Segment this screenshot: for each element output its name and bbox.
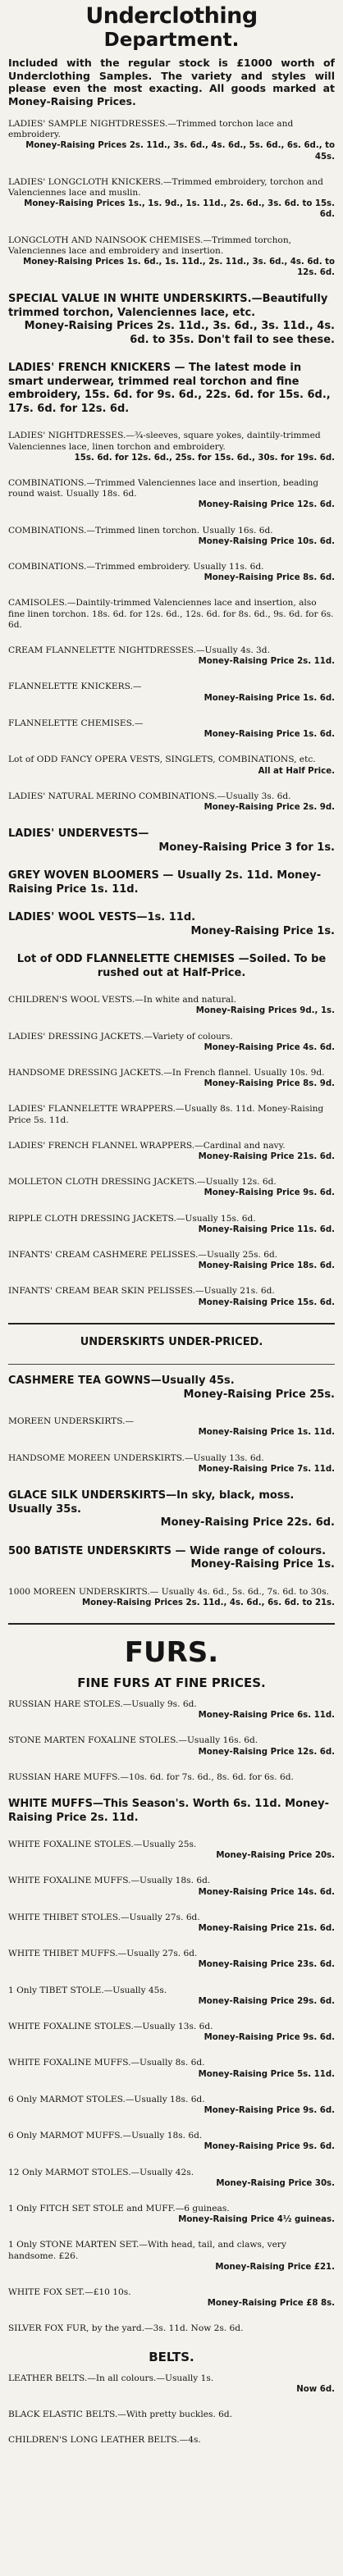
listing-text: HANDSOME MOREEN UNDERSKIRTS.—Usually 13s. 6d. [8,1452,264,1463]
listing-price: Money-Raising Price 29s. 6d. [198,1996,335,2006]
listing-price: Money-Raising Price 3 for 1s. [158,841,335,854]
listing-item [8,682,335,703]
listing-text: CAMISOLES.—Daintily-trimmed Valenciennes lace and insertion, also fine linen torchon. 18s. 6d. for 12s. 6d., 12s. 6d. for 8s. 6d., 9s. 6d. for 6s. 6d. [8,598,334,630]
section-divider [8,1623,335,1625]
listing-price: Money-Raising Prices 2s. 11d., 3s. 6d., 3s. 11d., 4s. 6d. to 35s. Don't fail to see these. [24,320,335,346]
belts-list [8,2373,335,2446]
listing-item [8,235,335,279]
listing-text: FLANNELETTE KNICKERS.— [8,682,142,692]
listing-item [8,119,335,162]
listing-item [8,1416,335,1438]
listing-item [8,2240,335,2273]
listing-price: Money-Raising Price 9s. 6d. [204,2142,335,2152]
listing-text: LADIES' NIGHTDRESSES.—¾-sleeves, square yokes, daintily-trimmed Valenciennes lace, linen torchon and embroidery. [8,431,321,452]
listing-text: WHITE THIBET STOLES.—Usually 27s. 6d. [8,1912,200,1922]
listing-item [8,755,335,776]
listing-text: SPECIAL VALUE IN WHITE UNDERSKIRTS.—Beautifully trimmed torchon, Valenciennes lace, etc. [8,293,328,319]
listing-price: Money-Raising Price 9s. 6d. [204,2106,335,2116]
listing-item [8,1587,335,1608]
listing-price: Money-Raising Price £21. [215,2262,335,2272]
furs-subheading: FINE FURS AT FINE PRICES. [77,1675,266,1690]
listing-item [8,1068,335,1089]
furs-list [8,1699,335,2335]
listing-item [8,645,335,667]
listing-item [8,1453,335,1475]
listing-price: Money-Raising Price 15s. 6d. [198,1297,335,1307]
listing-text: 12 Only MARMOT STOLES.—Usually 42s. [8,2167,194,2177]
listing-text: BLACK ELASTIC BELTS.—With pretty buckles. 6d. [8,2410,233,2420]
listing-text: LADIES' FRENCH FLANNEL WRAPPERS.—Cardinal and navy. [8,1140,286,1151]
listing-item [8,362,335,416]
listing-item [8,478,335,511]
listing-item [8,791,335,813]
listing-item [8,869,335,896]
listing-text: INFANTS' CREAM CASHMERE PELISSES.—Usually 25s. 6d. [8,1249,278,1260]
listing-text: 6 Only MARMOT MUFFS.—Usually 18s. 6d. [8,2131,203,2141]
listing-item [8,1949,335,1970]
listing-text: 1 Only TIBET STOLE.—Usually 45s. [8,1985,167,1995]
listing-item [8,2058,335,2079]
listing-item [8,2168,335,2189]
listing-text: WHITE FOXALINE MUFFS.—Usually 8s. 6d. [8,2058,205,2068]
listing-price: Money-Raising Price 23s. 6d. [198,1960,335,1970]
listing-item [8,1286,335,1307]
listing-text: COMBINATIONS.—Trimmed embroidery. Usually 11s. 6d. [8,562,264,572]
listing-item [8,1250,335,1271]
listing-text: LADIES' FRENCH KNICKERS — The latest mode in smart underwear, trimmed real torchon and fine embroidery, 15s. 6d. for 9s. 6d., 22s. 6d. for 15s. 6d., 17s. 6d. for 12s. 6d. [8,362,331,415]
underclothing-list [8,119,335,1308]
listing-text: LADIES' UNDERVESTS— [8,828,149,841]
section-divider [8,1323,335,1324]
listing-price: Money-Raising Price 22s. 6d. [160,1516,335,1530]
listing-text: MOREEN UNDERSKIRTS.— [8,1416,135,1427]
listing-item [8,526,335,547]
listing-text: RUSSIAN HARE MUFFS.—10s. 6d. for 7s. 6d., 8s. 6d. for 6s. 6d. [8,1771,294,1782]
listing-price: Money-Raising Price 9s. 6d. [204,1188,335,1198]
listing-text: STONE MARTEN FOXALINE STOLES.—Usually 16s. 6d. [8,1735,258,1746]
listing-price: Money-Raising Prices 9d., 1s. [195,1006,335,1016]
listing-item [8,1375,335,1402]
listing-text: CHILDREN'S WOOL VESTS.—In white and natural. [8,995,236,1005]
listing-item [8,1735,335,1757]
listing-price: Money-Raising Price 10s. 6d. [198,536,335,546]
listing-item [8,2131,335,2152]
listing-item [8,2022,335,2043]
listing-item [8,2410,335,2420]
listing-price: Money-Raising Price 21s. 6d. [198,1151,335,1161]
listing-price: Money-Raising Price 30s. [216,2178,335,2188]
listing-price: Money-Raising Price 1s. 6d. [204,730,335,740]
listing-text: CREAM FLANNELETTE NIGHTDRESSES.—Usually 4s. 3d. [8,645,270,656]
listing-price: Money-Raising Prices 1s. 6d., 1s. 11d., 2s. 11d., 3s. 6d., 4s. 6d. to 12s. 6d. [23,258,335,278]
listing-price: Money-Raising Price 20s. [216,1851,335,1861]
listing-text: GLACE SILK UNDERSKIRTS—In sky, black, moss. Usually 35s. [8,1489,295,1516]
listing-price: Money-Raising Price 21s. 6d. [198,1924,335,1934]
listing-item [8,2095,335,2116]
listing-text: LADIES' SAMPLE NIGHTDRESSES.—Trimmed torchon lace and embroidery. [8,119,294,140]
listing-text: COMBINATIONS.—Trimmed Valenciennes lace and insertion, beading round waist. Usually 18s. 6d. [8,478,319,499]
listing-text: RIPPLE CLOTH DRESSING JACKETS.—Usually 15s. 6d. [8,1213,256,1224]
listing-price: Money-Raising Price 1s. 11d. [198,1428,335,1438]
listing-text: WHITE FOXALINE STOLES.—Usually 13s. 6d. [8,2022,213,2032]
listing-item [8,1913,335,1934]
listing-text: WHITE FOXALINE MUFFS.—Usually 18s. 6d. [8,1876,211,1886]
listing-price: Money-Raising Price 1s. [190,924,335,937]
listing-item [8,1840,335,1861]
listing-price: Money-Raising Price 6s. 11d. [198,1711,335,1721]
listing-text: SILVER FOX FUR, by the yard.—3s. 11d. Now 2s. 6d. [8,2323,244,2334]
listing-item [8,562,335,583]
listing-item [8,1032,335,1053]
listing-price: Money-Raising Price 18s. 6d. [198,1261,335,1271]
listing-text: 6 Only MARMOT STOLES.—Usually 18s. 6d. [8,2094,205,2104]
listing-item [8,598,335,631]
listing-item [8,911,335,938]
listing-price: Now 6d. [296,2384,335,2394]
listing-text: LADIES' DRESSING JACKETS.—Variety of colours. [8,1031,233,1042]
listing-item [8,431,335,463]
listing-text: LADIES' NATURAL MERINO COMBINATIONS.—Usually 3s. 6d. [8,791,291,801]
listing-text: WHITE MUFFS—This Season's. Worth 6s. 11d. Money-Raising Price 2s. 11d. [8,1798,329,1824]
listing-text: 500 BATISTE UNDERSKIRTS — Wide range of colours. [8,1544,327,1557]
listing-price: Money-Raising Price 25s. [183,1388,335,1401]
listing-item [8,1489,335,1530]
listing-price: Money-Raising Price £8 8s. [207,2299,335,2309]
listing-price: Money-Raising Price 12s. 6d. [198,500,335,510]
listing-item [8,177,335,221]
listing-text: WHITE THIBET MUFFS.—Usually 27s. 6d. [8,1949,198,1959]
underskirts-list [8,1375,335,1608]
listing-text: HANDSOME DRESSING JACKETS.—In French flannel. Usually 10s. 9d. [8,1067,325,1078]
furs-heading: FURS. [124,1635,219,1669]
listing-price: Money-Raising Prices 2s. 11d., 3s. 6d., 4s. 6d., 5s. 6d., 6s. 6d., to 45s. [25,141,335,162]
listing-item [8,1104,335,1125]
listing-item [8,828,335,855]
listing-text: INFANTS' CREAM BEAR SKIN PELISSES.—Usually 21s. 6d. [8,1286,275,1297]
listing-price: Money-Raising Price 8s. 9d. [204,1079,335,1089]
listing-item [8,2204,335,2225]
listing-price: Money-Raising Price 4½ guineas. [178,2215,335,2225]
listing-item [8,718,335,740]
listing-item [8,2373,335,2395]
listing-item [8,1986,335,2007]
listing-item [8,1214,335,1235]
department-title: Underclothing [85,3,258,29]
listing-price: All at Half Price. [258,766,335,776]
listing-item [8,2323,335,2334]
listing-text: CASHMERE TEA GOWNS—Usually 45s. [8,1375,235,1388]
listing-item [8,953,335,980]
listing-text: Lot of ODD FANCY OPERA VESTS, SINGLETS, COMBINATIONS, etc. [8,755,316,765]
listing-price: Money-Raising Price 9s. 6d. [204,2033,335,2043]
listing-text: GREY WOVEN BLOOMERS — Usually 2s. 11d. Money-Raising Price 1s. 11d. [8,869,322,896]
listing-text: LADIES' WOOL VESTS—1s. 11d. [8,911,196,924]
listing-text: LEATHER BELTS.—In all colours.—Usually 1s. [8,2373,214,2383]
listing-price: Money-Raising Price 4s. 6d. [204,1042,335,1052]
listing-text: LONGCLOTH AND NAINSOOK CHEMISES.—Trimmed torchon, Valenciennes lace and embroidery and insertion. [8,235,292,256]
listing-text: Lot of ODD FLANNELETTE CHEMISES —Soiled. To be rushed out at Half-Price. [16,953,327,979]
belts-heading: BELTS. [149,2349,194,2364]
listing-text: RUSSIAN HARE STOLES.—Usually 9s. 6d. [8,1698,197,1709]
listing-item [8,293,335,347]
intro-paragraph: Included with the regular stock is £1000 worth of Underclothing Samples. The variety and styles will please even the most exacting. All goods marked at Money-Raising Prices. [8,57,335,107]
listing-price: Money-Raising Price 2s. 9d. [204,802,335,812]
listing-price: Money-Raising Price 2s. 11d. [198,657,335,667]
department-subtitle: Department. [103,30,240,51]
listing-price: Money-Raising Price 5s. 11d. [198,2069,335,2079]
listing-item [8,1545,335,1572]
listing-price: Money-Raising Price 12s. 6d. [198,1747,335,1757]
listing-text: LADIES' FLANNELETTE WRAPPERS.—Usually 8s. 11d. Money-Raising Price 5s. 11d. [8,1104,324,1125]
listing-price: Money-Raising Price 7s. 11d. [198,1464,335,1474]
listing-text: COMBINATIONS.—Trimmed linen torchon. Usually 16s. 6d. [8,525,273,536]
listing-text: MOLLETON CLOTH DRESSING JACKETS.—Usually 12s. 6d. [8,1177,277,1188]
listing-item [8,995,335,1016]
listing-text: LADIES' LONGCLOTH KNICKERS.—Trimmed embroidery, torchon and Valenciennes lace and muslin. [8,176,323,198]
listing-item [8,1177,335,1198]
listing-item [8,1699,335,1721]
listing-item [8,1772,335,1783]
listing-price: Money-Raising Price 11s. 6d. [198,1224,335,1234]
listing-price: 15s. 6d. for 12s. 6d., 25s. for 15s. 6d., 30s. for 19s. 6d. [74,453,335,463]
listing-price: Money-Raising Price 14s. 6d. [198,1887,335,1897]
listing-text: WHITE FOXALINE STOLES.—Usually 25s. [8,1840,197,1849]
listing-price: Money-Raising Price 1s. [190,1558,335,1571]
listing-item [8,1141,335,1162]
listing-item [8,1876,335,1897]
listing-price: Money-Raising Prices 1s., 1s. 9d., 1s. 11d., 2s. 6d., 3s. 6d. to 15s. 6d. [24,199,335,220]
section-divider [8,1364,335,1365]
listing-price: Money-Raising Price 1s. 6d. [204,693,335,703]
listing-price: Money-Raising Prices 2s. 11d., 4s. 6d., 6s. 6d. to 21s. [81,1598,335,1607]
listing-price: Money-Raising Price 8s. 6d. [204,573,335,583]
listing-item [8,2287,335,2309]
listing-text: 1 Only STONE MARTEN SET.—With head, tail, and claws, very handsome. £26. [8,2240,286,2261]
listing-text: FLANNELETTE CHEMISES.— [8,718,144,728]
listing-item [8,1798,335,1825]
underskirts-heading: UNDERSKIRTS UNDER-PRICED. [80,1335,263,1348]
listing-text: WHITE FOX SET.—£10 10s. [8,2287,131,2298]
listing-text: 1 Only FITCH SET STOLE and MUFF.—6 guineas. [8,2204,230,2214]
listing-text: CHILDREN'S LONG LEATHER BELTS.—4s. [8,2435,201,2446]
listing-item [8,2435,335,2446]
listing-text: 1000 MOREEN UNDERSKIRTS.— Usually 4s. 6d., 5s. 6d., 7s. 6d. to 30s. [8,1586,329,1597]
